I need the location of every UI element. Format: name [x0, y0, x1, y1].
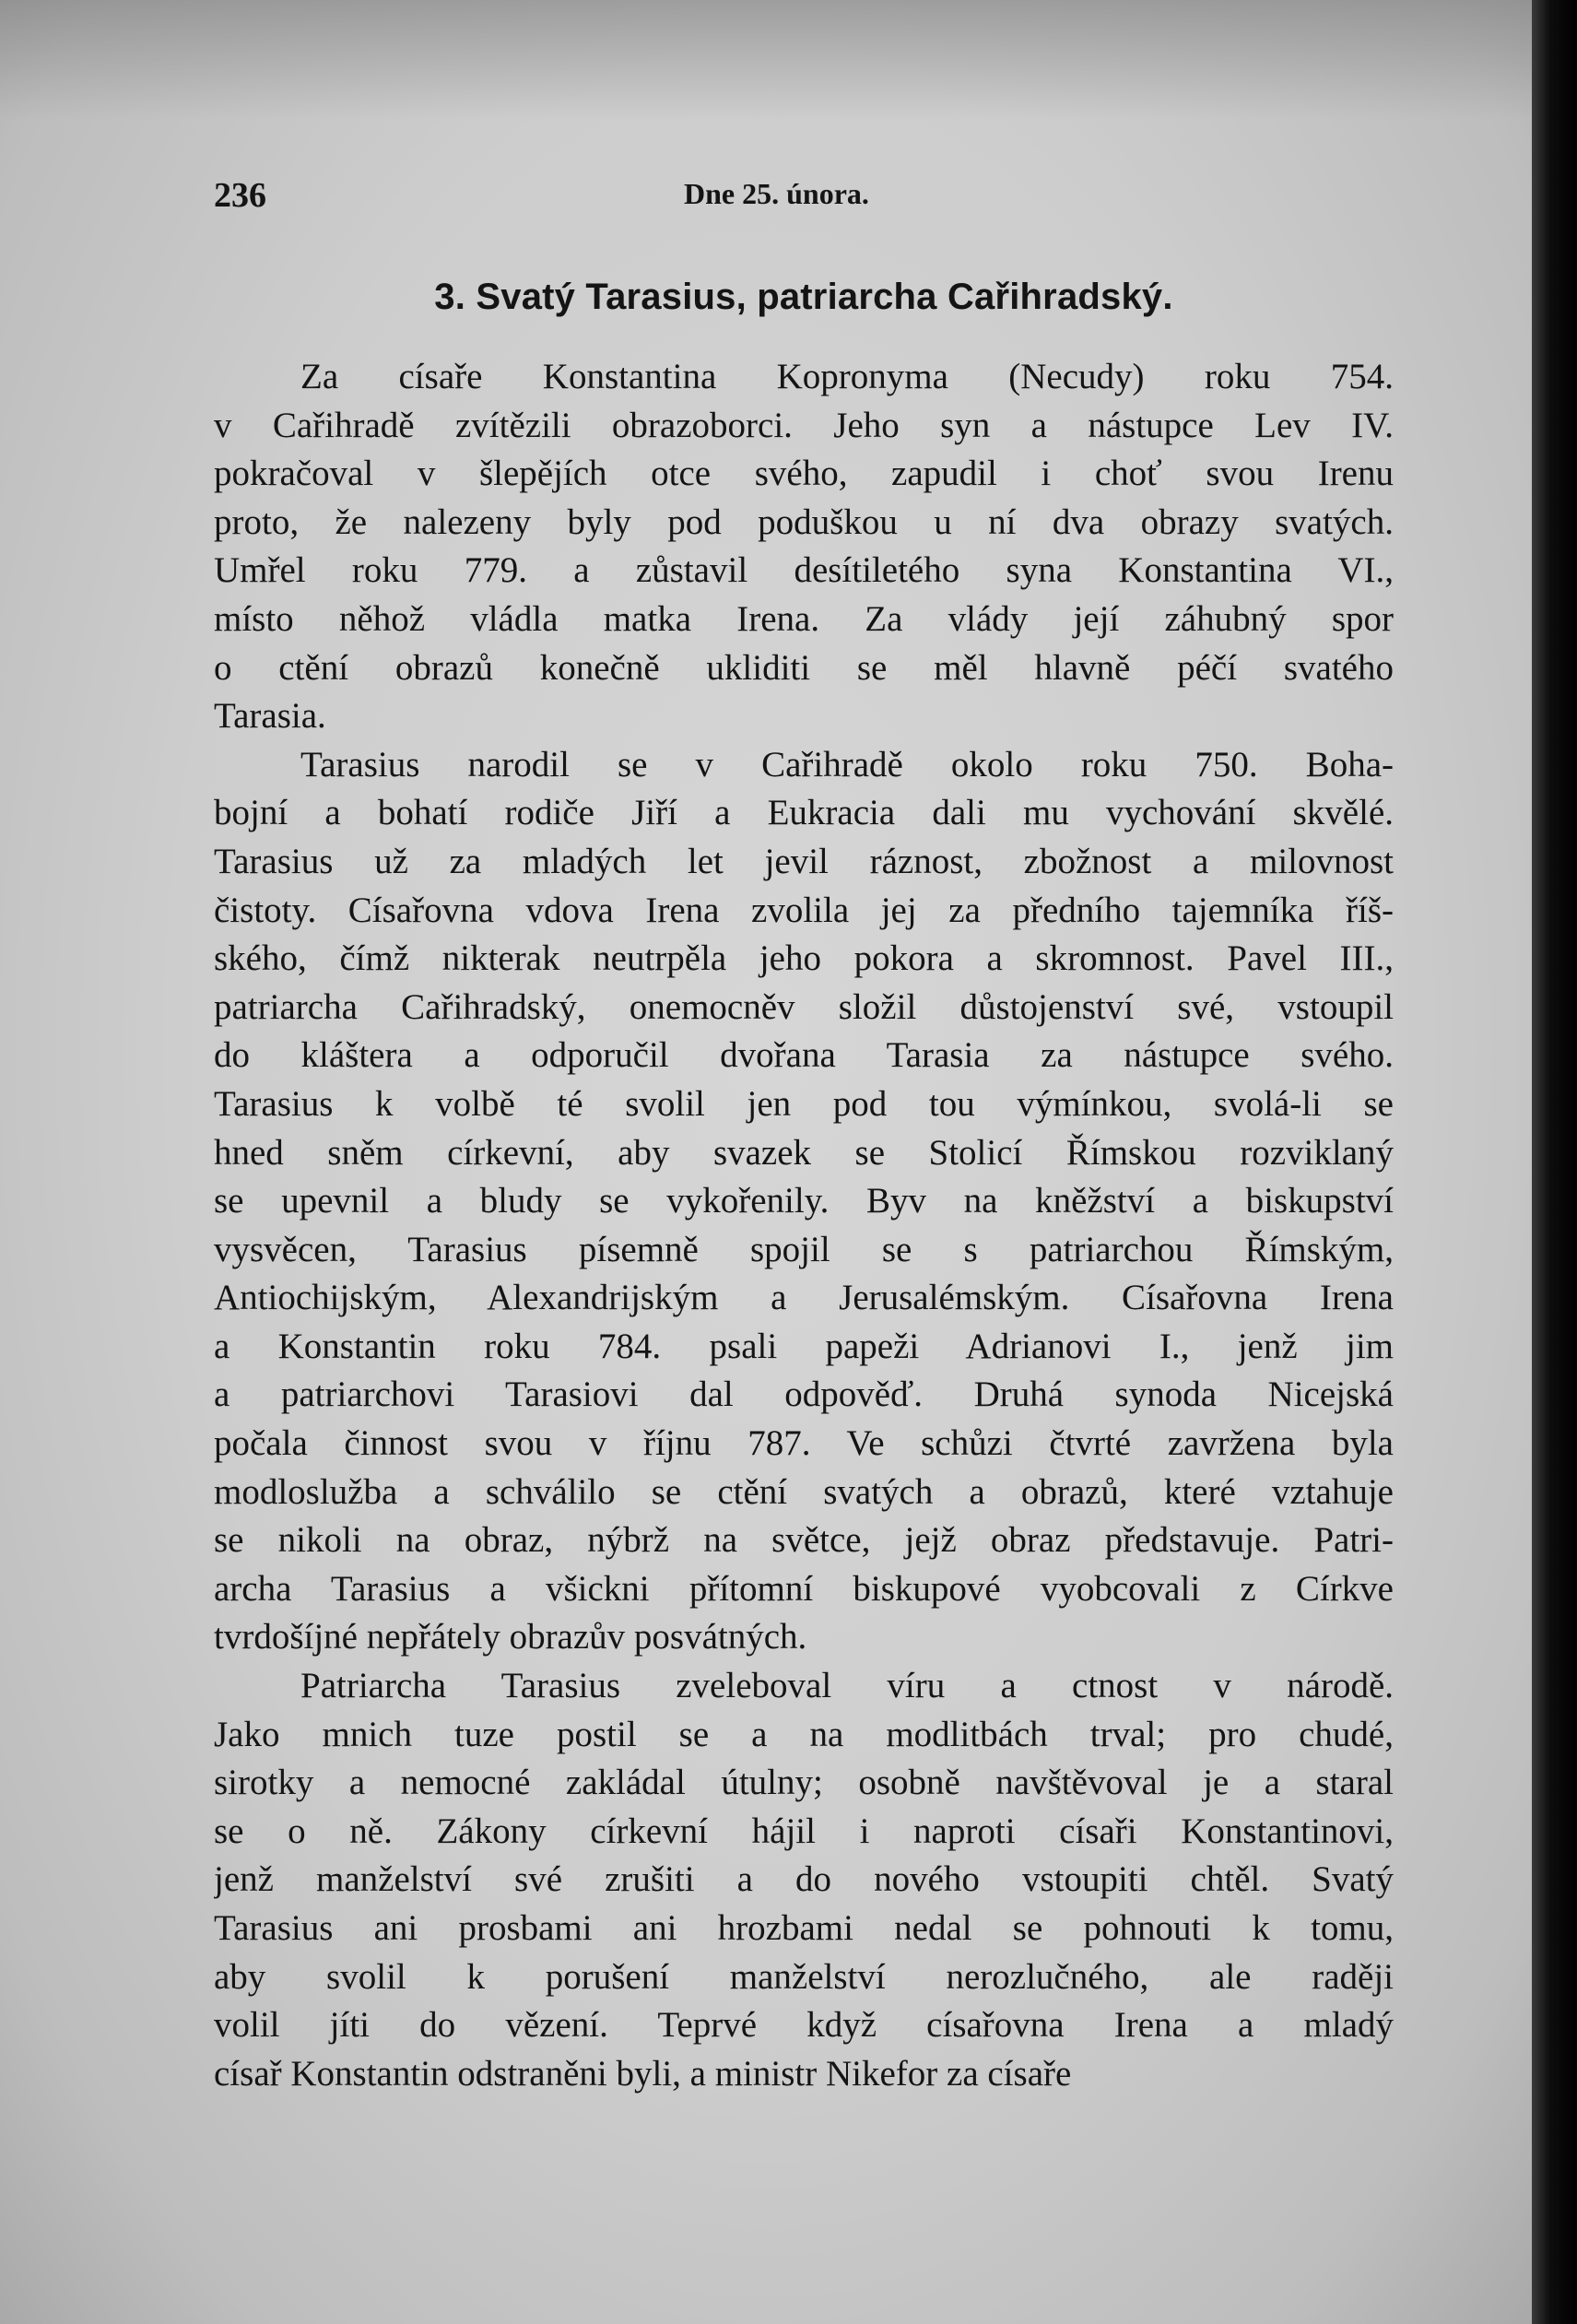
text-line: Tarasius ani prosbami ani hrozbami nedal se pohnouti k tomu,: [214, 1908, 1394, 1948]
page-number: 236: [214, 176, 266, 215]
page-edge: [1532, 0, 1577, 2324]
text-line: Patriarcha Tarasius zveleboval víru a ctnost v národě.: [300, 1666, 1394, 1706]
text-line: jenž manželství své zrušiti a do nového vstoupiti chtěl. Svatý: [214, 1859, 1394, 1900]
text-line: císař Konstantin odstraněni byli, a ministr Nikefor za císaře: [214, 2053, 1072, 2094]
text-line: se nikoli na obraz, nýbrž na světce, jejž obraz představuje. Patri-: [214, 1520, 1394, 1561]
text-line: a Konstantin roku 784. psali papeži Adrianovi I., jenž jim: [214, 1326, 1394, 1366]
text-line: bojní a bohatí rodiče Jiří a Eukracia dali mu vychování skvělé.: [214, 793, 1394, 833]
text-line: modloslužba a schválilo se ctění svatých a obrazů, které vztahuje: [214, 1471, 1394, 1512]
text-line: se upevnil a bludy se vykořenily. Byv na kněžství a biskupství: [214, 1181, 1394, 1221]
paragraph: [214, 353, 1394, 741]
text-line: se o ně. Zákony církevní hájil i naproti císaři Konstantinovi,: [214, 1811, 1394, 1851]
text-line: ského, čímž nikterak neutrpěla jeho pokora a skromnost. Pavel III.,: [214, 938, 1394, 979]
paragraph: [214, 741, 1394, 1662]
text-line: Umřel roku 779. a zůstavil desítiletého syna Konstantina VI.,: [214, 550, 1394, 591]
text-line: sirotky a nemocné zakládal útulny; osobně navštěvoval je a staral: [214, 1763, 1394, 1803]
text-line: tvrdošíjné nepřátely obrazův posvátných.: [214, 1617, 807, 1657]
chapter-title: 3. Svatý Tarasius, patriarcha Cařihradský.: [434, 277, 1173, 317]
text-line: Tarasius k volbě té svolil jen pod tou výmínkou, svolá-li se: [214, 1083, 1394, 1124]
text-line: o ctění obrazů konečně ukliditi se měl hlavně péčí svatého: [214, 647, 1394, 688]
text-line: do kláštera a odporučil dvořana Tarasia za nástupce svého.: [214, 1035, 1394, 1076]
scan-shadow: [0, 0, 1532, 120]
text-line: patriarcha Cařihradský, onemocněv složil důstojenství své, vstoupil: [214, 986, 1394, 1027]
text-line: proto, že nalezeny byly pod poduškou u ní dva obrazy svatých.: [214, 501, 1394, 542]
running-title: Dne 25. února.: [684, 177, 869, 210]
body-text: [214, 353, 1394, 2098]
text-line: a patriarchovi Tarasiovi dal odpověď. Druhá synoda Nicejská: [214, 1374, 1394, 1415]
text-line: Za císaře Konstantina Kopronyma (Necudy) roku 754.: [300, 357, 1394, 396]
text-line: archa Tarasius a všickni přítomní biskupové vyobcovali z Církve: [214, 1568, 1394, 1609]
text-line: Tarasius už za mladých let jevil ráznost, zbožnost a milovnost: [214, 841, 1394, 881]
page-content: [214, 157, 1394, 2098]
text-line: počala činnost svou v říjnu 787. Ve schůzi čtvrté zavržena byla: [214, 1423, 1394, 1464]
text-line: aby svolil k porušení manželství nerozlučného, ale raději: [214, 1956, 1394, 1997]
text-line: místo něhož vládla matka Irena. Za vlády její záhubný spor: [214, 598, 1394, 639]
text-line: v Cařihradě zvítězili obrazoborci. Jeho syn a nástupce Lev IV.: [214, 405, 1394, 445]
text-line: čistoty. Císařovna vdova Irena zvolila jej za předního tajemníka říš-: [214, 890, 1394, 930]
text-line: vysvěcen, Tarasius písemně spojil se s patriarchou Římským,: [214, 1229, 1394, 1269]
text-line: Tarasius narodil se v Cařihradě okolo roku 750. Boha-: [300, 744, 1394, 784]
paragraph: [214, 1662, 1394, 2098]
text-line: Jako mnich tuze postil se a na modlitbách trval; pro chudé,: [214, 1714, 1394, 1754]
text-line: hned sněm církevní, aby svazek se Stolicí Římskou rozviklaný: [214, 1132, 1394, 1173]
text-line: volil jíti do vězení. Teprvé když císařovna Irena a mladý: [214, 2005, 1394, 2046]
text-line: Tarasia.: [214, 696, 326, 737]
running-head: [214, 157, 1394, 221]
text-line: pokračoval v šlepějích otce svého, zapudil i choť svou Irenu: [214, 454, 1394, 494]
text-line: Antiochijským, Alexandrijským a Jerusalémským. Císařovna Irena: [214, 1278, 1394, 1318]
